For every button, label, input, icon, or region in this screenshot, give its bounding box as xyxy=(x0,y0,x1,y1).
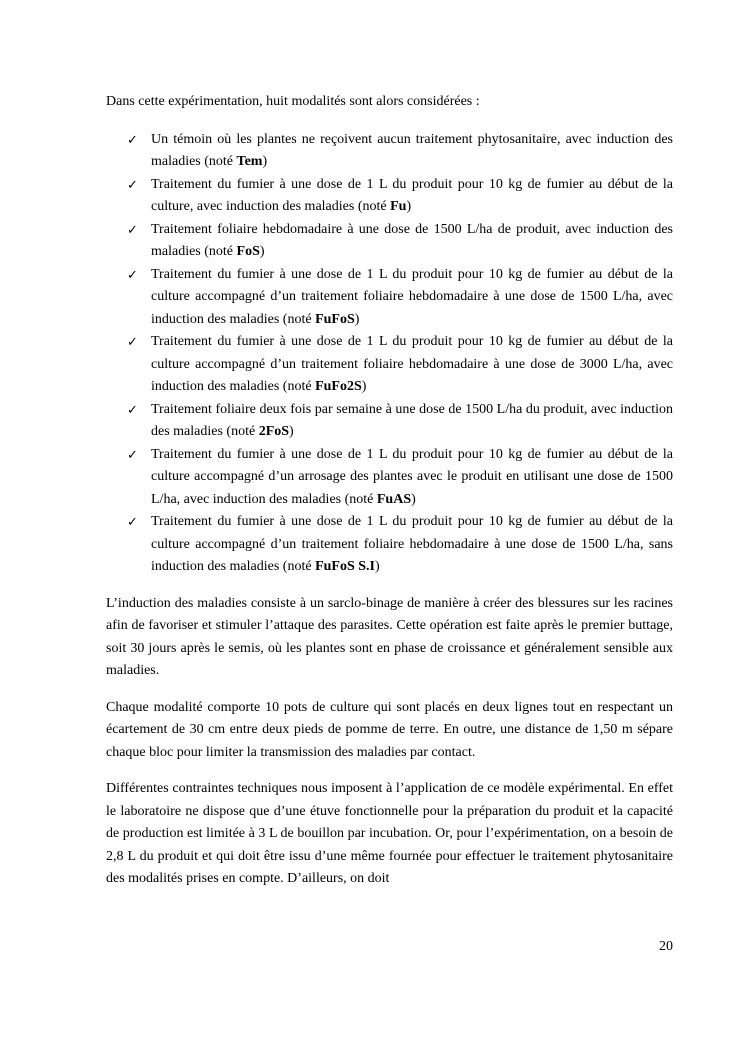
list-item xyxy=(106,264,673,332)
paragraph-pot-layout: Chaque modalité comporte 10 pots de culture qui sont placés en deux lignes tout en respectant un écartement de 30 cm entre deux pieds de pomme de terre. En outre, une distance de 1,50 m sépare chaque bloc pour limiter la transmission des maladies par contact. xyxy=(106,699,673,760)
list-item xyxy=(106,174,673,219)
modality-code: FuFoS S.I xyxy=(315,559,375,574)
modality-suffix: ) xyxy=(262,154,268,169)
modality-text: Traitement foliaire deux fois par semaine à une dose de 1500 L/ha du produit, avec induction des maladies (noté xyxy=(151,401,673,439)
modality-text: Traitement du fumier à une dose de 1 L du produit pour 10 kg de fumier au début de la culture accompagné d’un traitement foliaire hebdomadaire à une dose de 1500 L/ha, sans induction des maladies (noté xyxy=(151,514,673,574)
modality-suffix: ) xyxy=(361,379,367,394)
modality-code: FoS xyxy=(236,244,260,259)
check-icon: ✓ xyxy=(127,446,138,462)
modalities-list xyxy=(106,129,673,579)
modality-code: FuFo2S xyxy=(315,379,362,394)
intro-text: Dans cette expérimentation, huit modalités sont alors considérées : xyxy=(106,94,480,109)
modality-text: Un témoin où les plantes ne reçoivent aucun traitement phytosanitaire, avec induction des maladies (noté xyxy=(151,131,673,169)
page-number: 20 xyxy=(659,939,673,954)
check-icon: ✓ xyxy=(127,334,138,349)
modality-suffix: ) xyxy=(259,244,265,259)
modality-suffix: ) xyxy=(354,311,360,327)
list-item xyxy=(106,399,673,444)
modality-text: Traitement du fumier à une dose de 1 L du produit pour 10 kg de fumier au début de la culture accompagné d’un traitement foliaire hebdomadaire à une dose de 3000 L/ha, avec induction des maladies (noté xyxy=(151,334,673,394)
check-icon: ✓ xyxy=(127,514,138,529)
modality-text: Traitement du fumier à une dose de 1 L du produit pour 10 kg de fumier au début de la culture accompagné d’un arrosage des plantes avec le produit en utilisant une dose de 1500 L/ha, avec induction des maladies (noté xyxy=(151,446,673,507)
modality-text: Traitement du fumier à une dose de 1 L du produit pour 10 kg de fumier au début de la culture, avec induction des maladies (noté xyxy=(151,176,673,214)
list-item xyxy=(106,129,673,174)
list-item xyxy=(106,219,673,264)
modality-suffix: ) xyxy=(411,491,416,507)
modality-suffix: ) xyxy=(406,199,412,214)
modality-code: Tem xyxy=(236,154,263,169)
paragraph-disease-induction: L’induction des maladies consiste à un sarclo-binage de manière à créer des blessures sur les racines afin de favoriser et stimuler l’attaque des parasites. Cette opération est faite après le premier buttage, soit 30 jours après le semis, où les plantes sont en phase de croissance et généralement sensible aux maladies. xyxy=(106,595,673,678)
paragraph-technical-constraints: Différentes contraintes techniques nous imposent à l’application de ce modèle expérimental. En effet le laboratoire ne dispose que d’une étuve fonctionnelle pour la préparation du produit et la capacité de production est limitée à 3 L de bouillon par incubation. Or, pour l’expérimentation, on a besoin de 2,8 L du produit et qui doit être issu d’une même fournée pour effectuer le traitement phytosanitaire des modalités prises en compte. D’ailleurs, on doit xyxy=(106,781,673,886)
modality-code: FuFoS xyxy=(315,311,355,327)
modality-text: Traitement foliaire hebdomadaire à une dose de 1500 L/ha de produit, avec induction des maladies (noté xyxy=(151,221,673,259)
document-body xyxy=(106,91,673,905)
check-icon: ✓ xyxy=(127,131,138,147)
check-icon: ✓ xyxy=(127,221,138,237)
modality-code: 2FoS xyxy=(258,424,290,439)
list-item xyxy=(106,331,673,399)
check-icon: ✓ xyxy=(127,266,138,282)
check-icon: ✓ xyxy=(127,176,138,192)
modality-suffix: ) xyxy=(375,559,380,574)
list-item xyxy=(106,511,673,579)
check-icon: ✓ xyxy=(127,401,138,417)
list-item xyxy=(106,444,673,512)
modality-code: Fu xyxy=(390,199,407,214)
modality-text: Traitement du fumier à une dose de 1 L du produit pour 10 kg de fumier au début de la culture accompagné d’un traitement foliaire hebdomadaire à une dose de 1500 L/ha, avec induction des maladies (noté xyxy=(151,266,673,327)
modality-code: FuAS xyxy=(376,491,412,507)
modality-suffix: ) xyxy=(289,424,294,439)
